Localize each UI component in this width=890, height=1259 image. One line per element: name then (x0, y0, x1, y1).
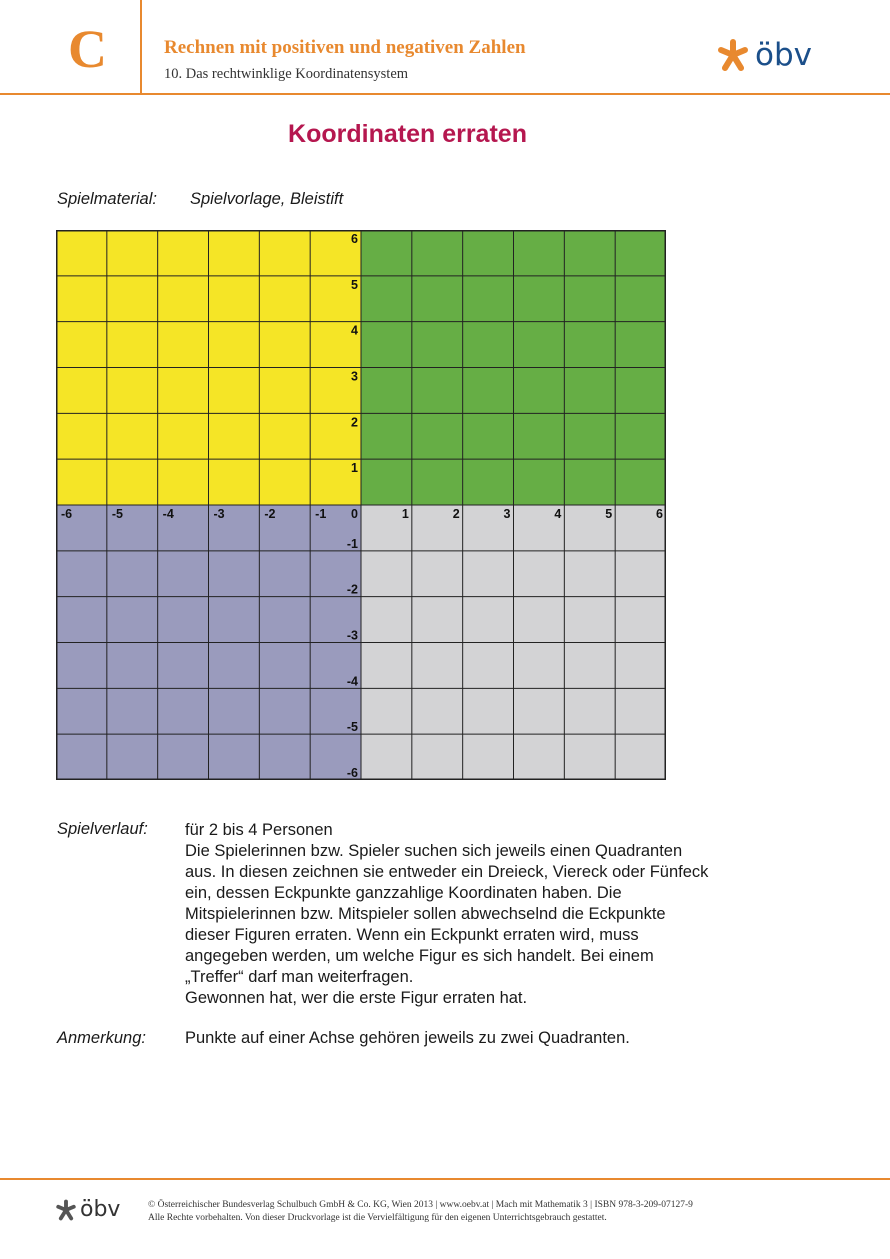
x-axis-label: 6 (656, 507, 663, 521)
material-label: Spielmaterial: (57, 190, 157, 208)
footer-copyright (148, 1199, 693, 1225)
y-axis-label: 1 (351, 461, 358, 476)
verlauf-line: Mitspielerinnen bzw. Mitspieler sollen abwechselnd die Eckpunkte (185, 905, 666, 923)
x-axis-label: 3 (503, 507, 511, 521)
y-axis-label: 4 (351, 323, 358, 338)
footer-logo-text: öbv (80, 1197, 121, 1222)
verlauf-line: aus. In diesen zeichnen sie entweder ein Dreieck, Viereck oder Fünfeck (185, 863, 709, 881)
y-axis-label: 5 (351, 277, 358, 292)
verlauf-line: Die Spielerinnen bzw. Spieler suchen sich jeweils einen Quadranten (185, 842, 683, 860)
y-axis-label: -2 (346, 582, 358, 597)
x-axis-label: 1 (401, 507, 409, 521)
verlauf-line: „Treffer“ darf man weiterfragen. (185, 968, 414, 986)
footer-line-2: Alle Rechte vorbehalten. Von dieser Druckvorlage ist die Vervielfältigung für den eigenen Unterrichtsgebrauch gestattet. (148, 1213, 607, 1223)
verlauf-label: Spielverlauf: (57, 820, 148, 838)
footer-logo (55, 1199, 120, 1221)
verlauf-line: ein, dessen Eckpunkte ganzzahlige Koordinaten haben. Die (185, 884, 622, 902)
section-subtitle: 10. Das rechtwinklige Koordinatensystem (164, 66, 409, 82)
footer-line-1: © Österreichischer Bundesverlag Schulbuch GmbH & Co. KG, Wien 2013 | www.oebv.at | Mach mit Mathematik 3 | ISBN 978-3-209-07127-9 (148, 1200, 693, 1210)
x-axis-label: -3 (213, 507, 225, 521)
x-axis-label: 5 (605, 507, 613, 521)
header-divider-horizontal (0, 93, 890, 95)
y-axis-label: -6 (346, 766, 358, 780)
x-axis-label: -5 (111, 507, 123, 521)
page-title: Koordinaten erraten (288, 120, 527, 148)
material-value: Spielvorlage, Bleistift (190, 190, 344, 208)
header-divider-vertical (140, 0, 142, 94)
x-axis-label: -2 (264, 507, 276, 521)
page-header (0, 0, 890, 95)
logo-text: öbv (755, 36, 812, 73)
y-axis-label: 3 (351, 369, 358, 384)
anmerkung-label: Anmerkung: (57, 1029, 146, 1047)
x-axis-label: -1 (315, 507, 327, 521)
verlauf-line: angegeben werden, um welche Figur es sich handelt. Bei einem (185, 947, 654, 965)
anmerkung-text: Punkte auf einer Achse gehören jeweils zu zwei Quadranten. (185, 1029, 630, 1047)
verlauf-line: dieser Figuren erraten. Wenn ein Eckpunkt erraten wird, muss (185, 926, 639, 944)
y-axis-label: -5 (346, 720, 358, 735)
asterisk-logo-icon (716, 38, 750, 72)
chapter-title: Rechnen mit positiven und negativen Zahlen (164, 37, 526, 58)
publisher-logo (716, 38, 812, 72)
x-axis-label: -6 (61, 507, 73, 521)
y-axis-label: -3 (346, 628, 358, 643)
x-axis-label: 0 (351, 507, 358, 521)
verlauf-line: für 2 bis 4 Personen (185, 821, 333, 839)
y-axis-label: -1 (346, 536, 358, 551)
footer-divider (0, 1178, 890, 1180)
verlauf-line: Gewonnen hat, wer die erste Figur erraten hat. (185, 989, 528, 1007)
coordinate-grid (56, 230, 666, 780)
chapter-letter: C (68, 19, 107, 79)
y-axis-label: 2 (351, 415, 358, 430)
verlauf-text (185, 820, 785, 1009)
y-axis-label: -4 (346, 674, 358, 689)
x-axis-label: -4 (162, 507, 174, 521)
x-axis-label: 2 (452, 507, 460, 521)
x-axis-label: 4 (554, 507, 562, 521)
asterisk-logo-icon (55, 1199, 77, 1221)
y-axis-label: 6 (351, 232, 358, 246)
